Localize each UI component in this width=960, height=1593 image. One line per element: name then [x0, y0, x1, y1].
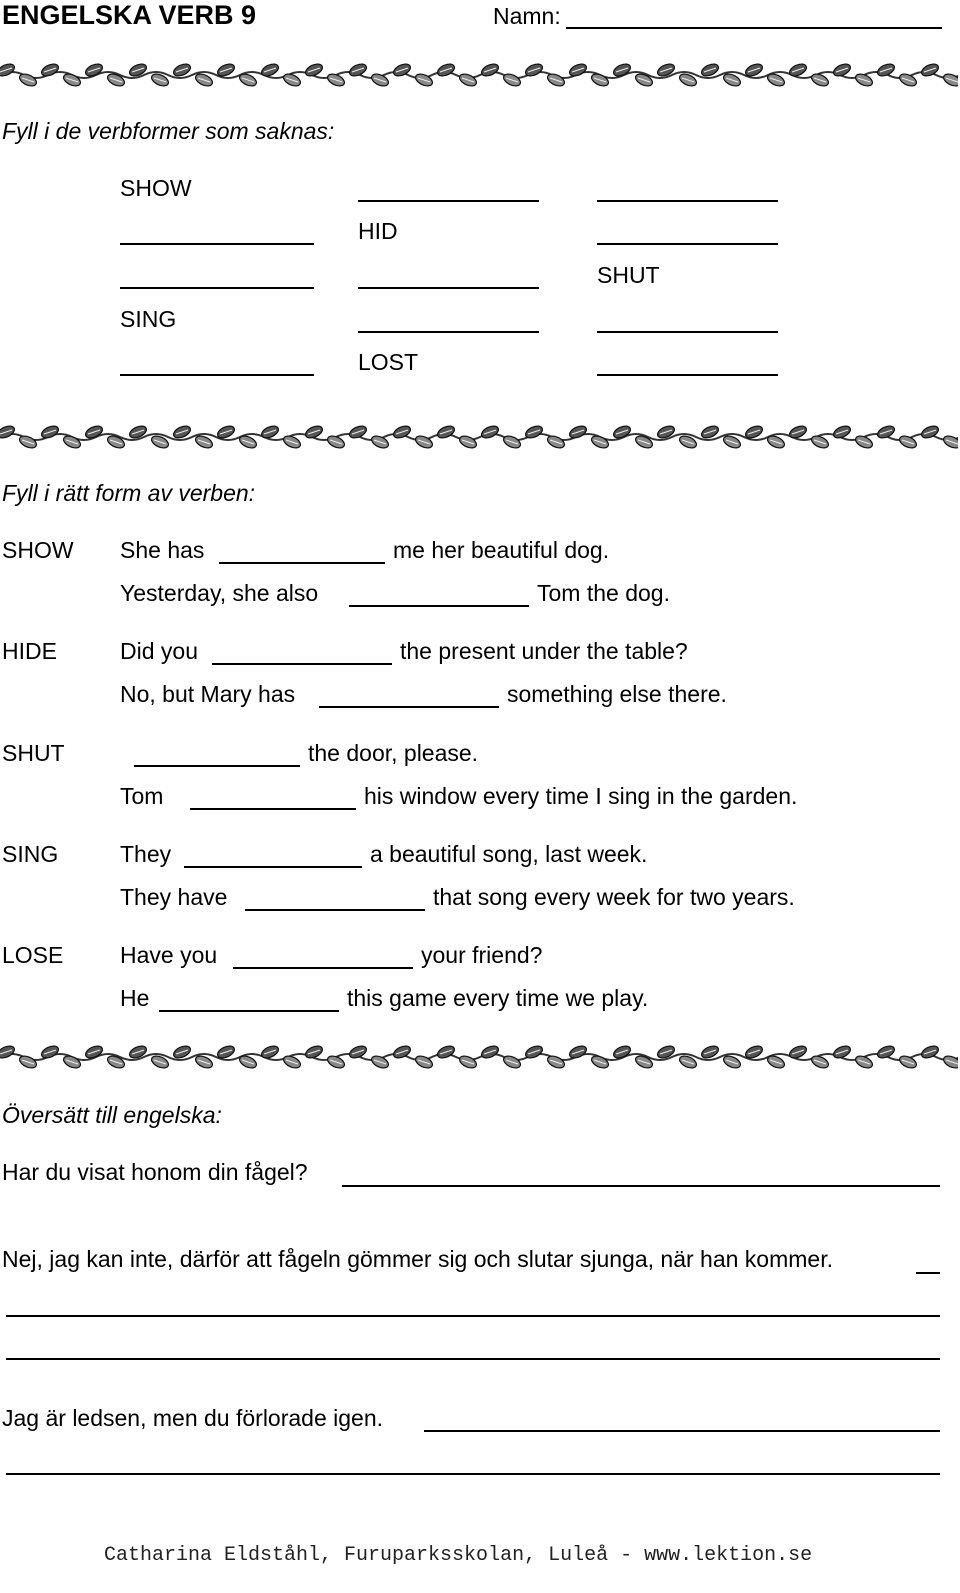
translate-question-2: Nej, jag kan inte, därför att fågeln gömmer sig och slutar sjunga, när han kommer. — [2, 1246, 833, 1272]
sentence-start: They have — [120, 884, 228, 910]
sentence-blank[interactable] — [233, 967, 413, 969]
sentence-blank[interactable] — [134, 765, 300, 767]
verb-form-blank[interactable] — [597, 331, 778, 333]
given-verb-form: SING — [120, 306, 177, 332]
sentence-blank[interactable] — [349, 605, 529, 607]
verb-form-blank[interactable] — [120, 287, 314, 289]
verb-form-blank[interactable] — [597, 243, 778, 245]
given-verb-form: SHOW — [120, 175, 192, 201]
sentence-end: this game every time we play. — [347, 985, 649, 1011]
verb-form-blank[interactable] — [358, 287, 539, 289]
given-verb-form: SHUT — [597, 262, 660, 288]
verb-label: SING — [2, 841, 59, 867]
verb-form-blank[interactable] — [120, 243, 314, 245]
sentence-end: Tom the dog. — [537, 580, 670, 606]
decorative-leaf-border — [0, 1042, 958, 1072]
instruction-fill-forms: Fyll i de verbformer som saknas: — [2, 118, 335, 144]
sentence-end: his window every time I sing in the garden. — [364, 783, 798, 809]
footer-credit: Catharina Eldståhl, Furuparksskolan, Luleå - www.lektion.se — [104, 1544, 813, 1567]
translate-question-1: Har du visat honom din fågel? — [2, 1159, 308, 1185]
answer-line-1[interactable] — [342, 1185, 940, 1187]
answer-line-3a[interactable] — [424, 1430, 940, 1432]
sentence-end: the door, please. — [308, 740, 479, 766]
sentence-blank[interactable] — [190, 808, 356, 810]
sentence-blank[interactable] — [184, 866, 362, 868]
sentence-start: He — [120, 985, 150, 1011]
sentence-start: Tom — [120, 783, 164, 809]
sentence-start: Yesterday, she also — [120, 580, 319, 606]
sentence-end: your friend? — [421, 942, 543, 968]
verb-label: LOSE — [2, 942, 64, 968]
decorative-leaf-border — [0, 422, 958, 452]
translate-question-3: Jag är ledsen, men du förlorade igen. — [2, 1405, 384, 1431]
given-verb-form: LOST — [358, 349, 419, 375]
sentence-start: Did you — [120, 638, 198, 664]
sentence-end: me her beautiful dog. — [393, 537, 610, 563]
decorative-leaf-border — [0, 60, 958, 90]
verb-label: SHUT — [2, 740, 65, 766]
instruction-correct-form: Fyll i rätt form av verben: — [2, 480, 256, 506]
verb-label: HIDE — [2, 638, 57, 664]
name-label: Namn: — [493, 3, 561, 29]
answer-line-3b[interactable] — [6, 1473, 940, 1475]
verb-form-blank[interactable] — [120, 374, 314, 376]
verb-form-blank[interactable] — [358, 200, 539, 202]
sentence-start: Have you — [120, 942, 218, 968]
sentence-end: that song every week for two years. — [433, 884, 795, 910]
sentence-blank[interactable] — [319, 706, 499, 708]
verb-form-blank[interactable] — [358, 331, 539, 333]
sentence-end: the present under the table? — [400, 638, 688, 664]
sentence-blank[interactable] — [159, 1010, 339, 1012]
sentence-blank[interactable] — [219, 562, 385, 564]
answer-line-2a[interactable] — [916, 1272, 940, 1274]
verb-label: SHOW — [2, 537, 74, 563]
sentence-blank[interactable] — [212, 663, 392, 665]
sentence-start: They — [120, 841, 172, 867]
sentence-blank[interactable] — [245, 909, 425, 911]
sentence-end: a beautiful song, last week. — [370, 841, 648, 867]
answer-line-2b[interactable] — [6, 1315, 940, 1317]
instruction-translate: Översätt till engelska: — [2, 1102, 222, 1128]
verb-form-blank[interactable] — [597, 374, 778, 376]
name-field[interactable] — [566, 27, 942, 29]
verb-form-blank[interactable] — [597, 200, 778, 202]
given-verb-form: HID — [358, 218, 398, 244]
sentence-end: something else there. — [507, 681, 727, 707]
sentence-start: She has — [120, 537, 205, 563]
sentence-start: No, but Mary has — [120, 681, 296, 707]
page-title: ENGELSKA VERB 9 — [2, 0, 257, 30]
answer-line-2c[interactable] — [6, 1358, 940, 1360]
